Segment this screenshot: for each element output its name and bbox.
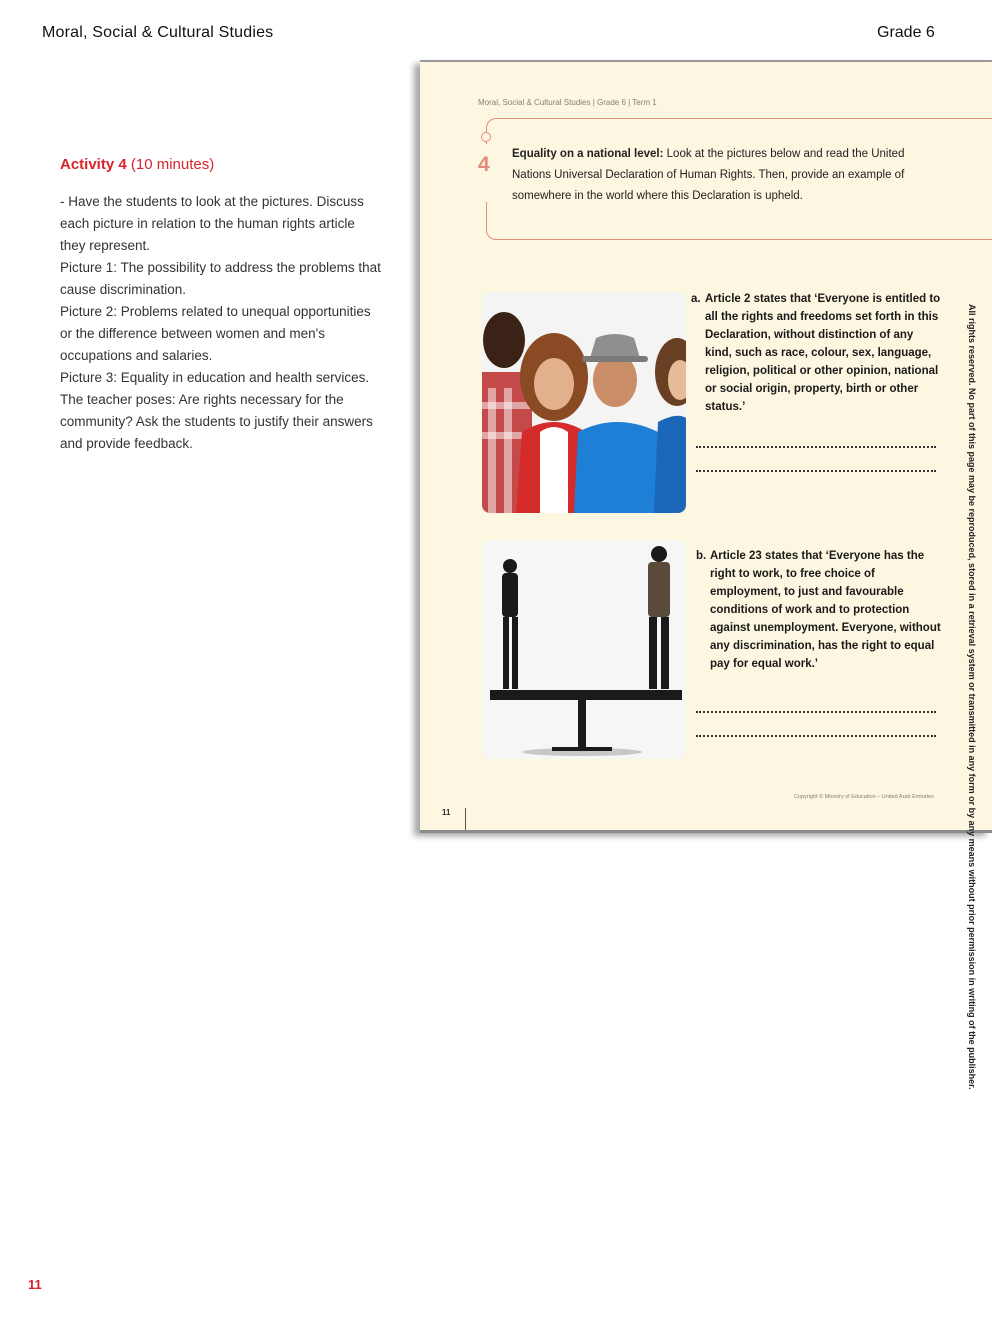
diverse-group-illustration [482, 292, 686, 513]
answer-line[interactable] [696, 470, 936, 472]
article-b-text: Article 23 states that ‘Everyone has the right to work, to free choice of employment, to just and favourable conditions of work and to protection against unemployment. Everyone, without any discrimination, has the right to equal pay for equal work.’ [710, 550, 941, 670]
book-copyright: Copyright © Ministry of Education – United Arab Emirates [794, 794, 934, 800]
activity-line: - Have the students to look at the pictures. Discuss each picture in relation to the human rights article they represent. [60, 194, 364, 253]
task-instruction [512, 144, 912, 207]
rights-notice [965, 304, 979, 1090]
page-number: 11 [28, 1277, 42, 1292]
article-a [691, 290, 941, 416]
task-number: 4 [478, 153, 490, 176]
page-edge-top [420, 60, 992, 62]
page-number-rule [465, 808, 466, 832]
article-b [696, 547, 946, 673]
activity-line: Picture 1: The possibility to address the problems that cause discrimination. [60, 260, 381, 297]
article-a-label: a. [691, 293, 701, 305]
header-grade: Grade 6 [877, 24, 935, 41]
activity-duration: (10 minutes) [130, 156, 215, 173]
activity-panel [60, 156, 382, 455]
frame-dot-icon [481, 132, 491, 142]
activity-name: Activity 4 [60, 156, 127, 173]
photo-diverse-group [482, 292, 686, 513]
task-body: Look at the pictures below and read the United Nations Universal Declaration of Human Rights. Then, provide an example of somewhere in the world where this Declaration is upheld. [512, 148, 905, 202]
seesaw-illustration [482, 540, 686, 759]
page-edge-bottom [420, 830, 992, 833]
activity-line: The teacher poses: Are rights necessary for the community? Ask the students to justify their answers and provide feedback. [60, 392, 373, 451]
article-b-label: b. [696, 550, 707, 562]
activity-line: Picture 3: Equality in education and health services. [60, 370, 370, 385]
activity-body [60, 191, 382, 455]
photo-seesaw-balance [482, 540, 686, 759]
rights-notice-text: All rights reserved. No part of this page may be reproduced, stored in a retrieval system or transmitted in any form or by any means without prior permission in writing of the publisher. [967, 304, 977, 1090]
textbook-page [420, 60, 992, 832]
answer-line[interactable] [696, 735, 936, 737]
activity-line: Picture 2: Problems related to unequal opportunities or the difference between women and men's occupations and salaries. [60, 304, 371, 363]
book-page-number: 11 [442, 808, 451, 817]
task-heading: Equality on a national level: [512, 148, 664, 160]
activity-title [60, 156, 382, 173]
answer-line[interactable] [696, 446, 936, 448]
answer-line[interactable] [696, 711, 936, 713]
article-a-text: Article 2 states that ‘Everyone is entitled to all the rights and freedoms set forth in this Declaration, without distinction of any kind, such as race, colour, sex, language, religion, political or other opinion, national or social origin, property, birth or other status.’ [705, 293, 941, 413]
book-breadcrumb: Moral, Social & Cultural Studies | Grade 6 | Term 1 [478, 98, 657, 107]
header-subject: Moral, Social & Cultural Studies [42, 24, 274, 41]
